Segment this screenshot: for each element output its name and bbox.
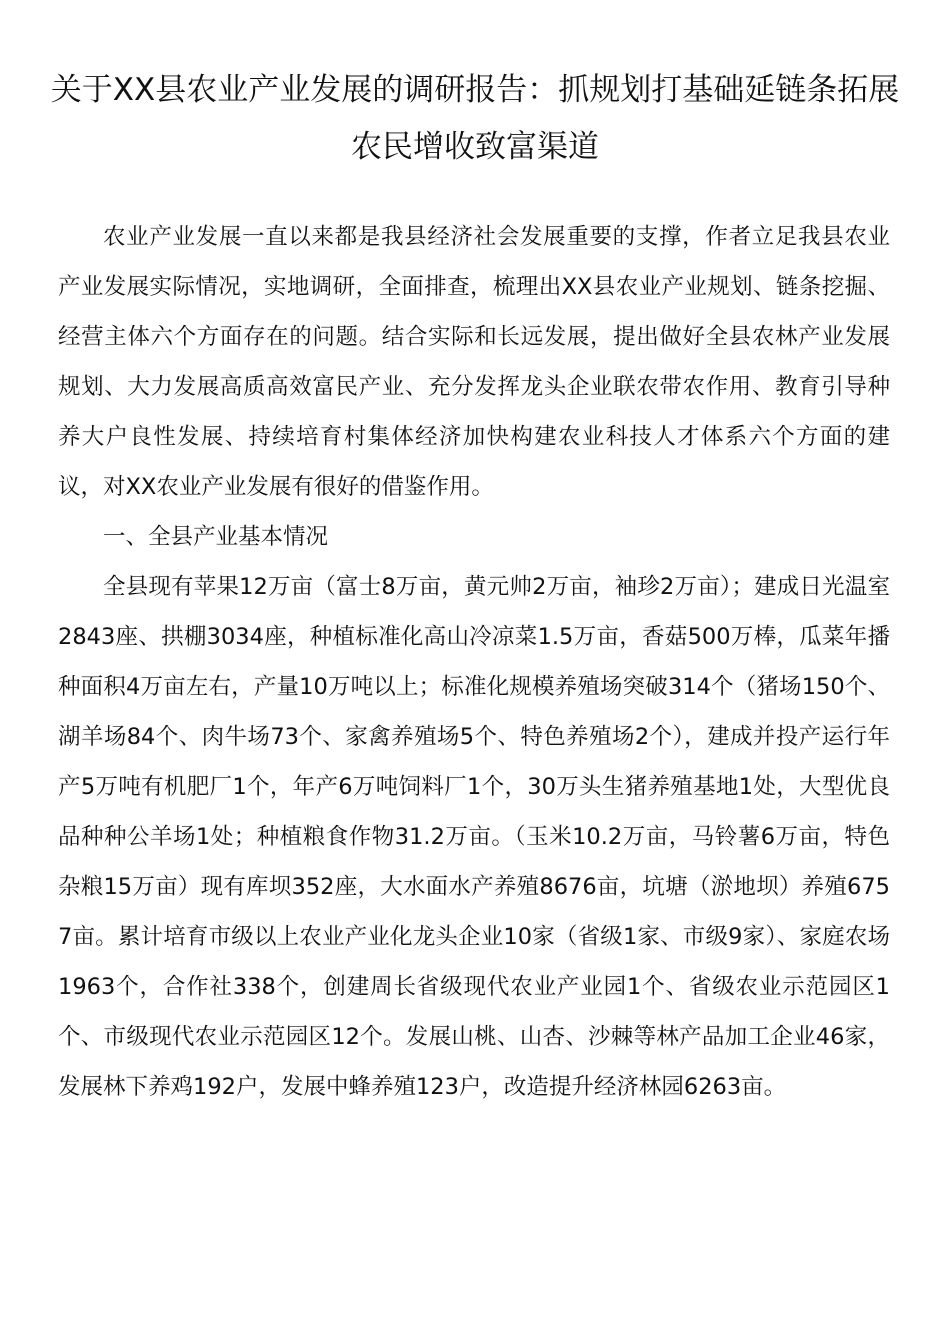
document-body — [58, 212, 890, 1112]
section-heading: 一、全县产业基本情况 — [103, 524, 329, 550]
basic-situation-paragraph: 全县现有苹果12万亩（富士8万亩，黄元帅2万亩，袖珍2万亩）；建成日光温室2843座、拱棚3034座，种植标准化高山冷凉菜1.5万亩，香菇500万棒，瓜菜年播种面积4万亩左右，产量10万吨以上；标准化规模养殖场突破314个（猪场150个、湖羊场84个、肉牛场73个、家禽养殖场5个、特色养殖场2个），建成并投产运行年产5万吨有机肥厂1个，年产6万吨饲料厂1个，30万头生猪养殖基地1处，大型优良品种种公羊场1处；种植粮食作物31.2万亩。（玉米10.2万亩，马铃薯6万亩，特色杂粮15万亩）现有库坝352座，大水面水产养殖8676亩，坑塘（淤地坝）养殖6757亩。累计培育市级以上农业产业化龙头企业10家（省级1家、市级9家）、家庭农场1963个，合作社338个，创建周长省级现代农业产业园1个、省级农业示范园区1个、市级现代农业示范园区12个。发展山桃、山杏、沙棘等林产品加工企业46家，发展林下养鸡192户，发展中蜂养殖123户，改造提升经济林园6263亩。 — [58, 574, 890, 1100]
document-title: 关于XX县农业产业发展的调研报告：抓规划打基础延链条拓展农民增收致富渠道 — [50, 72, 900, 165]
intro-paragraph: 农业产业发展一直以来都是我县经济社会发展重要的支撑，作者立足我县农业产业发展实际情况，实地调研，全面排查，梳理出XX县农业产业规划、链条挖掘、经营主体六个方面存在的问题。结合实际和长远发展，提出做好全县农林产业发展规划、大力发展高质高效富民产业、充分发挥龙头企业联农带农作用、教育引导种养大户良性发展、持续培育村集体经济加快构建农业科技人才体系六个方面的建议，对XX农业产业发展有很好的借鉴作用。 — [58, 224, 890, 500]
